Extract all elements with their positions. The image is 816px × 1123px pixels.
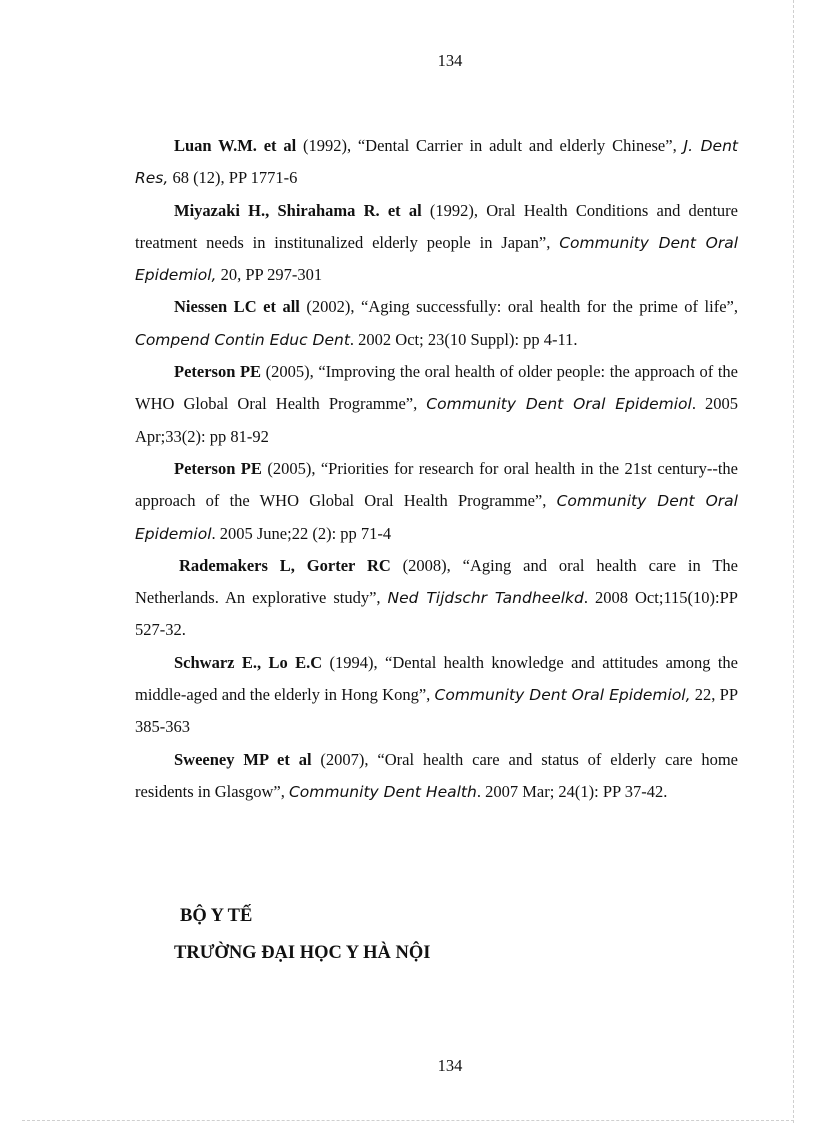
reference-item [135,195,738,292]
reference-details: . 2005 June;22 (2): pp 71-4 [211,523,392,543]
reference-journal: Community Dent Oral Epidemiol [426,395,692,414]
university-heading: TRƯỜNG ĐẠI HỌC Y HÀ NỘI [174,943,431,963]
reference-journal: Community Dent Oral Epidemiol, [135,233,739,285]
reference-list [135,130,738,808]
reference-text: (1994), “Dental health knowledge and attitudes among the middle-aged and the elderly in Hong Kong”, [135,652,739,705]
page-number-bottom: 134 [437,1056,463,1075]
reference-details: 68 (12), PP 1771-6 [168,168,298,188]
reference-author: Peterson PE [174,458,262,478]
reference-text: (1992), Oral Health Conditions and denture treatment needs in institunalized elderly people in Japan”, [135,200,738,252]
page-edge-right [793,0,794,1123]
reference-item [135,647,738,744]
reference-text: (2005), “Priorities for research for oral health in the 21st century--the approach of the WHO Global Oral Health Programme”, [135,458,738,511]
reference-details: . 2005 Apr;33(2): pp 81-92 [135,394,739,446]
reference-journal: Community Dent Oral Epidemiol [135,492,738,543]
reference-item [135,453,738,550]
reference-text: (1992), “Dental Carrier in adult and elderly Chinese”, [296,136,684,155]
reference-author: Peterson PE [174,362,262,382]
reference-text: (2008), “Aging and oral health care in The Netherlands. An explorative study”, [135,555,738,608]
reference-item [135,130,738,195]
reference-author: Rademakers L, Gorter RC [179,555,391,575]
reference-item [135,550,738,647]
reference-text: (2002), “Aging successfully: oral health for the prime of life”, [299,297,738,317]
reference-author: Niessen LC et all [174,297,300,317]
reference-details: . 2008 Oct;115(10):PP 527-32. [135,588,738,640]
reference-text: (2007), “Oral health care and status of elderly care home residents in Glasgow”, [135,749,739,801]
page-edge-bottom [22,1120,794,1121]
reference-journal: Compend Contin Educ Dent [135,330,350,349]
reference-journal: Ned Tijdschr Tandheelkd [387,589,584,608]
ministry-heading: BỘ Y TẾ [180,906,253,926]
reference-details: 22, PP 385-363 [135,685,738,737]
reference-item [135,356,738,453]
reference-item [135,744,738,809]
reference-item [135,291,738,356]
reference-journal: J. Dent Res, [135,137,738,188]
reference-details: . 2002 Oct; 23(10 Suppl): pp 4-11. [349,329,578,349]
reference-details: 20, PP 297-301 [216,265,323,285]
page-number-top: 134 [437,51,463,70]
reference-journal: Community Dent Oral Epidemiol, [434,686,691,705]
reference-journal: Community Dent Health [288,782,477,801]
reference-author: Miyazaki H., Shirahama R. et al [174,200,422,220]
reference-author: Sweeney MP et al [174,749,312,769]
reference-text: (2005), “Improving the oral health of older people: the approach of the WHO Global Oral Health Programme”, [135,362,738,414]
reference-author: Schwarz E., Lo E.C [174,652,323,672]
reference-details: . 2007 Mar; 24(1): PP 37-42. [476,781,668,801]
reference-author: Luan W.M. et al [174,136,297,155]
